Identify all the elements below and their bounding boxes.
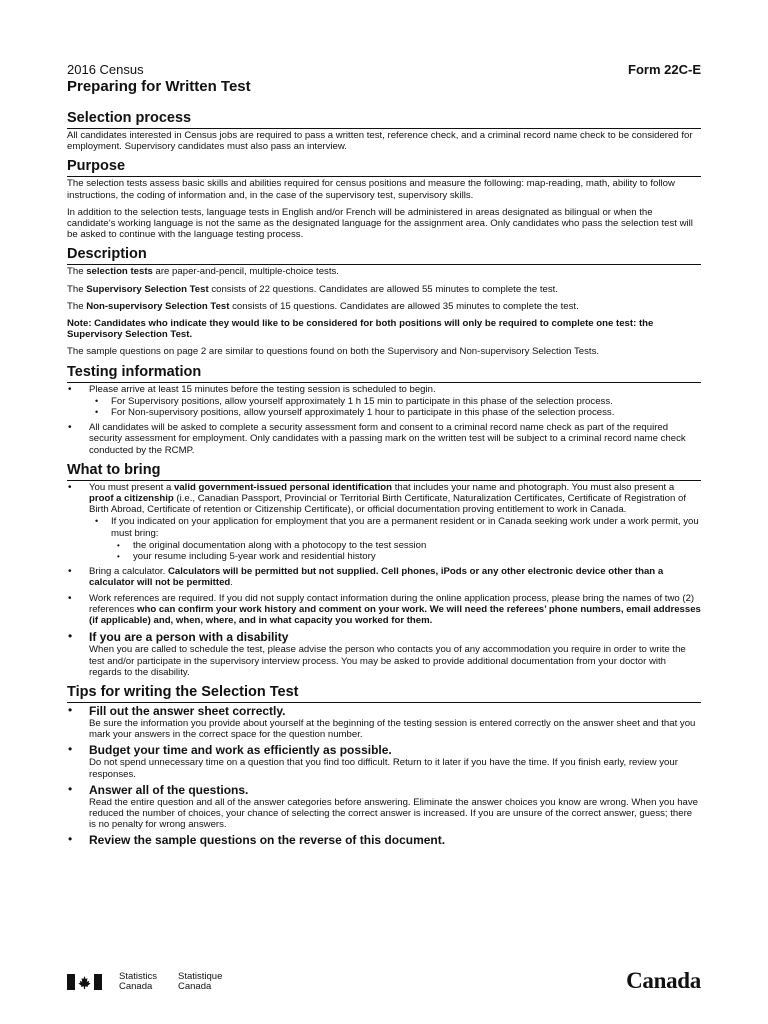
section-heading: Description xyxy=(67,246,701,265)
list-item-heading: • Review the sample questions on the reverse of this document. xyxy=(89,833,446,848)
paragraph: The sample questions on page 2 are similar to questions found on both the Supervisory and Non-supervisory Selection Tests. xyxy=(67,346,600,358)
list-item: • If you indicated on your application for employment that you are a permanent resident or in Canada seeking work under a work permit, you must bring: • the original documentation along with a photocopy to the test session • your resume including 5-year work and residential history xyxy=(89,516,701,562)
list-item: • your resume including 5-year work and residential history xyxy=(111,551,701,562)
section-description xyxy=(67,246,701,357)
document-page xyxy=(67,62,701,853)
section-heading: Selection process xyxy=(67,110,701,129)
section-heading: Tips for writing the Selection Test xyxy=(67,684,701,703)
paragraph: The Supervisory Selection Test consists of 22 questions. Candidates are allowed 55 minutes to complete the test. xyxy=(67,283,558,295)
list-item-heading: • Answer all of the questions. xyxy=(89,782,249,797)
sub-list xyxy=(89,396,701,418)
list-item: • Fill out the answer sheet correctly. Be sure the information you provide about yourself at the beginning of the testing session is entered correctly on the answer sheet and that you mark your answers in the correct space for the question number. xyxy=(67,704,701,740)
document-footer xyxy=(67,970,701,994)
section-heading: What to bring xyxy=(67,462,701,481)
sub-list xyxy=(89,516,701,562)
statistics-canada-label: Statistics Canada xyxy=(119,971,158,992)
sub-sub-list xyxy=(111,540,701,562)
list-item: • You must present a valid government-issued personal identification that includes your name and photograph. You must also present a proof a citizenship (i.e., Canadian Passport, Provincial or Territorial Birth Certificate, Naturalization Certificates, Certificate of Registration of Birth Abroad, Certificate of retention or Citizenship Certificate), or official documentation proving entitlement to work in Canada. • If you indicated on your application for employment that you are a permanent resident or in Canada seeking work under a work permit, you must bring: • the original documentation along with a photocopy to the test session • your resume including 5-year work and residential history xyxy=(67,482,701,562)
bullet-list xyxy=(67,704,701,847)
section-testing-information xyxy=(67,364,701,456)
document-header xyxy=(67,62,701,78)
list-item: • Budget your time and work as efficiently as possible. Do not spend unnecessary time on a question that you find too difficult. Return to it later if you have the time. If you finish early, review your responses. xyxy=(67,743,701,779)
list-item-heading: • If you are a person with a disability xyxy=(89,630,289,645)
list-item: • the original documentation along with a photocopy to the test session xyxy=(111,540,701,551)
list-item: • Bring a calculator. Calculators will be permitted but not supplied. Cell phones, iPods or any other electronic device other than a calculator will not be permitted. xyxy=(67,566,701,588)
paragraph: The selection tests are paper-and-pencil, multiple-choice tests. xyxy=(67,266,339,278)
section-selection-process xyxy=(67,110,701,152)
list-item-heading: • Budget your time and work as efficiently as possible. xyxy=(89,743,392,758)
canada-flag-icon xyxy=(67,974,102,990)
document-title: Preparing for Written Test xyxy=(67,78,251,95)
list-item: • If you are a person with a disability When you are called to schedule the test, please advise the person who contacts you of any accommodation you require in order to write the test and/or participate in the supervisory interview process. You may be asked to provide additional documentation from your doctor with regards to the disability. xyxy=(67,630,701,678)
statistique-canada-label: Statistique Canada xyxy=(178,971,223,992)
list-item: • Work references are required. If you did not supply contact information during the online application process, please bring the names of two (2) references who can confirm your work history and comment on your work. We will need the referees’ phone numbers, email addresses (if applicable) and, when, where, and in what capacity you worked for them. xyxy=(67,593,701,627)
paragraph: The selection tests assess basic skills and abilities required for census positions and measure the following: map-reading, math, ability to follow instructions, the coding of information and, in the case of the supervisory test, supervisory skills. xyxy=(67,178,675,201)
canada-wordmark: Canada xyxy=(626,968,701,993)
list-item: • All candidates will be asked to complete a security assessment form and consent to a criminal record name check as part of the required security assessment for employment. Only candidates with a passing mark on the written test will be subject to a criminal record name check conducted by the RCMP. xyxy=(67,422,701,456)
census-year: 2016 Census xyxy=(67,62,144,77)
section-heading: Testing information xyxy=(67,364,701,383)
note-paragraph: Note: Candidates who indicate they would like to be considered for both positions will only be required to complete one test: the Supervisory Selection Test. xyxy=(67,318,654,341)
section-tips xyxy=(67,684,701,847)
section-what-to-bring xyxy=(67,462,701,678)
section-purpose xyxy=(67,158,701,240)
paragraph: The Non-supervisory Selection Test consists of 15 questions. Candidates are allowed 35 minutes to complete the test. xyxy=(67,300,579,312)
paragraph: All candidates interested in Census jobs are required to pass a written test, reference check, and a criminal record name check to be considered for employment. Supervisory candidates must also pass an interview. xyxy=(67,130,693,153)
list-item: • For Supervisory positions, allow yourself approximately 1 h 15 min to participate in this phase of the selection process. xyxy=(89,396,701,407)
paragraph: In addition to the selection tests, language tests in English and/or French will be administered in areas designated as bilingual or when the candidate’s working language is not the same as the designated language for the assignment area. Only candidates who pass the selection test will be asked to continue with the language testing process. xyxy=(67,206,693,241)
bullet-list xyxy=(67,384,701,456)
list-item: • Answer all of the questions. Read the entire question and all of the answer categories before answering. Eliminate the answer choices you know are wrong. When you have reduced the number of choices, your chance of selecting the correct answer is increased. If you are unsure of the correct answer, guess; there is no penalty for wrong answers. xyxy=(67,783,701,831)
list-item-heading: • Fill out the answer sheet correctly. xyxy=(89,703,286,718)
form-number: Form 22C-E xyxy=(628,62,701,77)
list-item xyxy=(67,833,701,847)
list-item: • For Non-supervisory positions, allow yourself approximately 1 hour to participate in this phase of the selection process. xyxy=(89,407,701,418)
bullet-list xyxy=(67,482,701,678)
list-item: • Please arrive at least 15 minutes before the testing session is scheduled to begin. • For Supervisory positions, allow yourself approximately 1 h 15 min to participate in this phase of the selection process. • For Non-supervisory positions, allow yourself approximately 1 hour to participate in this phase of the selection process. xyxy=(67,384,701,419)
section-heading: Purpose xyxy=(67,158,701,177)
